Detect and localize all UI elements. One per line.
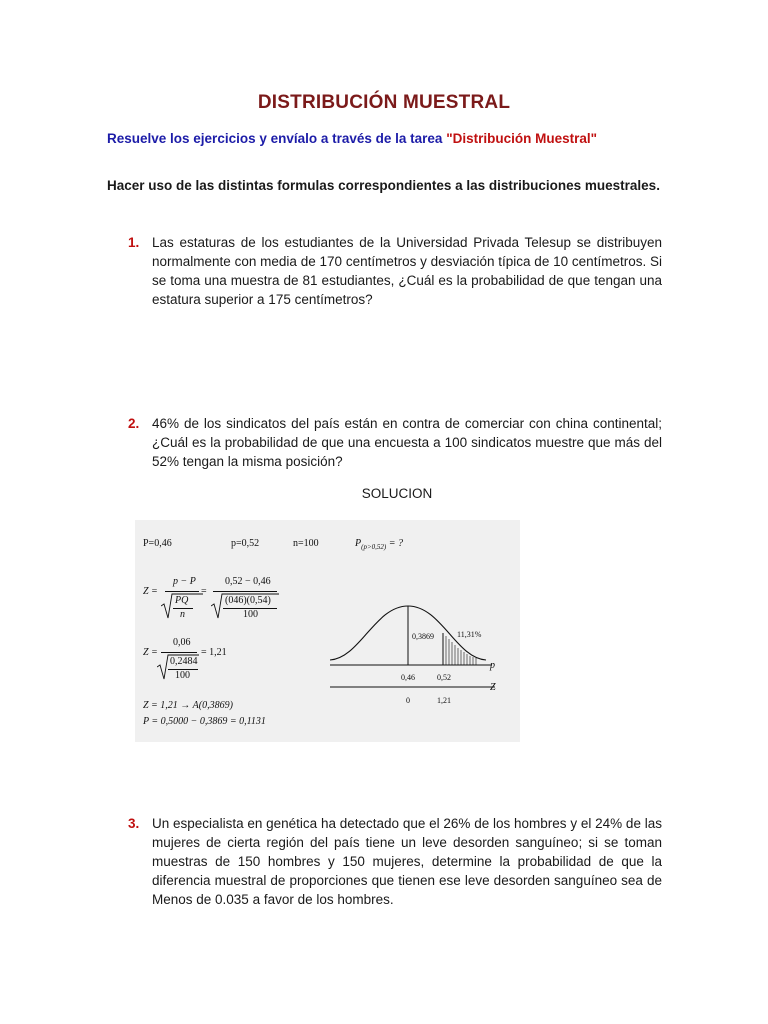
z-lhs: Z = — [143, 586, 158, 597]
z-tick-label: 0 — [406, 696, 410, 705]
probability-result-line: P = 0,5000 − 0,3869 = 0,1131 — [143, 716, 266, 727]
z2-denominator-bottom: 100 — [175, 670, 190, 681]
solution-figure: P=0,46 p=0,52 n=100 $P_{(p>0,52)}$ = ? Z = p − P PQ n = 0,52 − 0,46 (046)(0,54) 100 Z = 0,06 0,2484 100 = 1,21 Z = 1,21 → A(0,3869) P = 0,5000 − 0,3869 = 0,1131 0,3869 11,31% p Z 0,46 0,52 0 1,21 — [135, 520, 520, 742]
z-denominator-values: (046)(0,54) — [225, 595, 271, 606]
probability-question: $P_{(p>0,52)}$ = ? — [355, 538, 403, 551]
axis-z-label: Z — [490, 682, 496, 693]
z2-numerator: 0,06 — [173, 637, 191, 648]
p-tick-label: 0,52 — [437, 673, 451, 682]
problem-text: 46% de los sindicatos del país están en contra de comerciar con china continental; ¿Cuál es la probabilidad de que una encuesta a 100 sindicatos muestre que más del 52% tengan la misma posición? — [152, 416, 662, 469]
z-tick-label: 1,21 — [437, 696, 451, 705]
instruction — [107, 131, 597, 146]
z-denominator-PQ: PQ — [175, 595, 189, 606]
area-label: 0,3869 — [412, 632, 434, 641]
problem-number: 1. — [128, 235, 140, 250]
page-title: DISTRIBUCIÓN MUESTRAL — [257, 92, 511, 113]
lead-paragraph: Hacer uso de las distintas formulas correspondientes a las distribuciones muestrales. — [107, 178, 660, 193]
tail-label: 11,31% — [457, 630, 482, 639]
z-area-line: Z = 1,21 → A(0,3869) — [143, 700, 233, 711]
problem-text: Las estaturas de los estudiantes de la Universidad Privada Telesup se distribuyen normalmente con media de 170 centímetros y desviación típica de 10 centímetros. Si se toma una muestra de 81 estudiantes, ¿Cuál es la probabilidad de que tengan una estatura superior a 175 centímetros? — [152, 235, 662, 307]
problem-text: Un especialista en genética ha detectado que el 26% de los hombres y el 24% de las mujeres de cierta región del país tiene un leve desorden sanguíneo; si se toman muestras de 150 hombres y 150 mujeres, determine la probabilidad de que la diferencia muestral de proporciones que tienen ese leve desorden sanguíneo sea de Menos de 0.035 a favor de los hombres. — [152, 816, 662, 907]
z2-lhs: Z = — [143, 647, 158, 658]
given-p: p=0,52 — [231, 538, 260, 549]
axis-p-label: p — [490, 660, 495, 671]
problem-1 — [128, 233, 662, 309]
z-numerator-values: 0,52 − 0,46 — [225, 576, 271, 587]
z-numerator: p − P — [173, 576, 196, 587]
instruction-text: Resuelve los ejercicios y envíalo a través de la tarea — [107, 131, 443, 146]
p-tick-label: 0,46 — [401, 673, 415, 682]
z-denominator-n: n — [180, 609, 185, 620]
problem-2 — [128, 414, 662, 471]
problem-3 — [128, 814, 662, 909]
task-name: "Distribución Muestral" — [446, 131, 598, 146]
problem-number: 3. — [128, 816, 140, 831]
z-denominator-100: 100 — [243, 609, 258, 620]
z2-denominator-top: 0,2484 — [170, 656, 198, 667]
z2-result: = 1,21 — [201, 647, 227, 658]
solution-heading: SOLUCION — [361, 486, 433, 501]
given-P: P=0,46 — [143, 538, 172, 549]
given-n: n=100 — [293, 538, 319, 549]
normal-curve-graph — [330, 598, 500, 713]
problem-number: 2. — [128, 416, 140, 431]
